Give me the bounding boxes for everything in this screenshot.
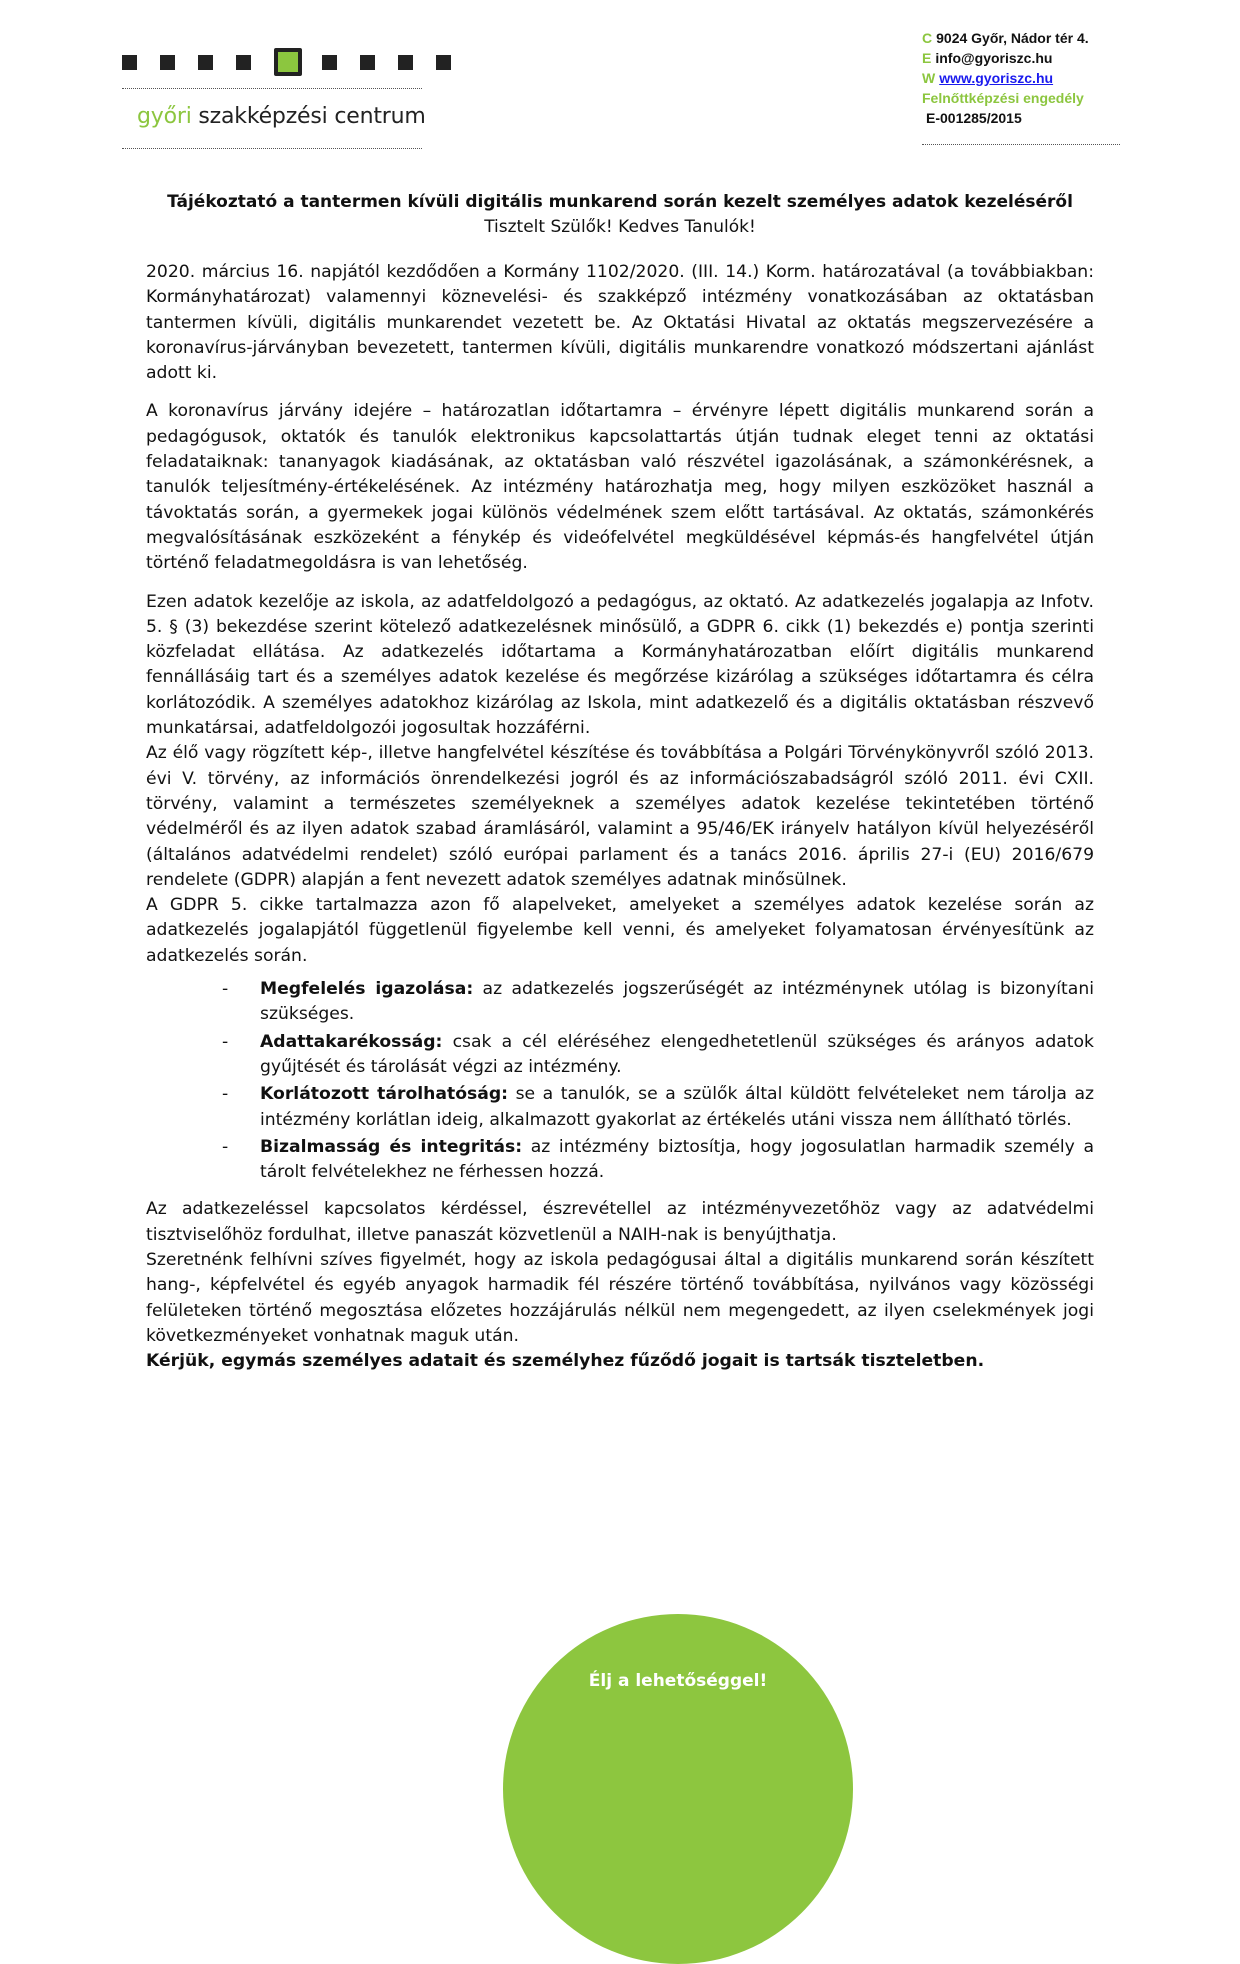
logo-divider — [122, 148, 422, 149]
contact-address — [922, 28, 1222, 48]
logo-square — [160, 55, 175, 70]
list-item-text: csak a cél eléréséhez elengedhetetlenül szükséges és arányos adatok gyűjtését és tárolását végzi az intézmény. — [260, 1031, 1094, 1077]
paragraph-3: Ezen adatok kezelője az iskola, az adatfeldolgozó a pedagógus, az oktató. Az adatkezelés jogalapja az Infotv. 5. § (3) bekezdése szerint kötelező adatkezelésnek minősülő, a GDPR 6. cikk (1) bekezdés e) pontja szerinti közfeladat ellátása. Az adatkezelés időtartama a Kormányhatározatban előírt digitális munkarend fennállásáig tart és a személyes adatok kezelése és megőrzése kizárólag a szükséges időtartamra és célra korlátozódik. A személyes adatokhoz kizárólag az Iskola, mint adatkezelő és a digitális oktatásban részvevő munkatársai, adatfeldolgozói jogosultak hozzáférni. — [146, 591, 1094, 739]
paragraph-7: Szeretnénk felhívni szíves figyelmét, hogy az iskola pedagógusai által a digitális munkarend során készített hang-, képfelvétel és egyéb anyagok harmadik fél részére történő továbbítása, nyilvános vagy közösségi felületeken történő megosztása előzetes hozzájárulás nélkül nem megengedett, az ilyen cselekmények jogi következményeket vonhatnak maguk után. — [146, 1249, 1094, 1346]
contact-block — [922, 28, 1222, 128]
logo-square — [198, 55, 213, 70]
logo-square — [122, 55, 137, 70]
list-item — [146, 977, 1094, 1028]
email-prefix: E — [922, 50, 932, 66]
contact-email — [922, 48, 1222, 68]
paragraph-2: A koronavírus járvány idejére – határozatlan időtartamra – érvényre lépett digitális munkarend során a pedagógusok, oktatók és tanulók elektronikus kapcsolattartás útján tudnak eleget tenni az oktatási feladataiknak: tananyagok kiadásának, az oktatásban való részvétel igazolásának, a számonkérésnek, a tanulók teljesítmény-értékelésének. Az intézmény határozhatja meg, hogy milyen eszközöket használ a távoktatás során, a gyermekek jogai különös védelmének szem előtt tartásával. Az oktatás, számonkérés megvalósításának eszközeként a fénykép és videófelvétel megküldésével képmás-és hangfelvétel útján történő feladatmegoldásra is van lehetőség. — [146, 401, 1094, 574]
address-prefix: C — [922, 30, 933, 46]
closing-request-text: Kérjük, egymás személyes adatait és személyhez fűződő jogait is tartsák tiszteletben. — [146, 1351, 985, 1372]
logo-square — [360, 55, 375, 70]
list-dash: - — [222, 1084, 229, 1105]
list-item-term: Megfelelés igazolása: — [260, 979, 474, 1000]
contact-web — [922, 68, 1222, 88]
logo-divider — [122, 88, 422, 89]
license-number: E-001285/2015 — [926, 110, 1022, 126]
document-body — [146, 260, 1094, 1374]
logo-highlight-square — [274, 48, 302, 76]
list-dash: - — [222, 1136, 229, 1157]
list-dash: - — [222, 1031, 229, 1052]
logo-wordmark-part2: szakképzési centrum — [198, 104, 426, 129]
paragraph-1: 2020. március 16. napjától kezdődően a Kormány 1102/2020. (III. 14.) Korm. határozatával (a továbbiakban: Kormányhatározat) valamennyi köznevelési- és szakképző intézmény vonatkozásában az oktatásban tantermen kívüli, digitális munkarendet vezetett be. Az Oktatási Hivatal az oktatás megszervezésére a koronavírus-járványban bevezetett, tantermen kívüli, digitális munkarendre vonatkozó módszertani ajánlást adott ki. — [146, 262, 1094, 384]
list-dash: - — [222, 979, 229, 1000]
logo-squares — [122, 48, 451, 76]
paragraph-4: Az élő vagy rögzített kép-, illetve hangfelvétel készítése és továbbítása a Polgári Törvénykönyvről szóló 2013. évi V. törvény, az információs önrendelkezési jogról és az információszabadságról szóló 2011. évi CXII. törvény, valamint a természetes személyeknek a személyes adatok kezelése tekintetében történő védelméről és az ilyen adatok szabad áramlásáról, valamint a 95/46/EK irányelv hatályon kívül helyezéséről (általános adatvédelmi rendelet) szóló európai parlament és a tanács 2016. április 27-i (EU) 2016/679 rendelete (GDPR) alapján a fent nevezett adatok személyes adatnak minősülnek. — [146, 743, 1094, 890]
email-text[interactable]: info@gyoriszc.hu — [935, 50, 1053, 66]
list-item-term: Adattakarékosság: — [260, 1031, 443, 1052]
document-title: Tájékoztató a tantermen kívüli digitális munkarend során kezelt személyes adatok kezeléséről — [167, 192, 1073, 212]
list-item — [146, 1082, 1094, 1133]
list-item — [146, 1030, 1094, 1081]
logo-square — [398, 55, 413, 70]
address-text: 9024 Győr, Nádor tér 4. — [936, 30, 1089, 46]
list-item — [146, 1135, 1094, 1186]
footer-arc — [503, 1614, 853, 1964]
list-item-text: se a tanulók, se a szülők által küldött felvételeket nem tárolja az intézmény korlátlan ideig, alkalmazott gyakorlat az értékelés utáni vissza nem állítható törlés. — [260, 1084, 1094, 1130]
footer-slogan: Élj a lehetőséggel! — [588, 1671, 768, 1691]
list-item-text: az intézmény biztosítja, hogy jogosulatlan harmadik személy a tárolt felvételekhez ne férhessen hozzá. — [260, 1136, 1094, 1183]
list-item-term: Bizalmasság és integritás: — [260, 1136, 523, 1157]
principles-list — [146, 977, 1094, 1185]
contact-divider — [922, 144, 1120, 145]
license-label: Felnőttképzési engedély — [922, 90, 1084, 106]
logo-wordmark-part1: győri — [137, 104, 192, 129]
logo-square — [436, 55, 451, 70]
paragraph-6: Az adatkezeléssel kapcsolatos kérdéssel, észrevétellel az intézményvezetőhöz vagy az adatvédelmi tisztviselőhöz fordulhat, illetve panaszát közvetlenül a NAIH-nak is benyújthatja. — [146, 1199, 1094, 1245]
paragraph-5: A GDPR 5. cikke tartalmazza azon fő alapelveket, amelyeket a személyes adatok kezelése során az adatkezelés jogalapjától függetlenül figyelembe kell venni, és amelyeket folyamatosan érvényesítünk az adatkezelés során. — [146, 895, 1094, 966]
closing-request — [146, 1349, 1094, 1374]
web-prefix: W — [922, 70, 936, 86]
logo — [122, 40, 432, 160]
logo-square — [236, 55, 251, 70]
website-link[interactable]: www.gyoriszc.hu — [939, 70, 1054, 86]
greeting: Tisztelt Szülők! Kedves Tanulók! — [484, 217, 756, 237]
list-item-term: Korlátozott tárolhatóság: — [260, 1084, 509, 1105]
logo-wordmark — [137, 104, 426, 129]
logo-square — [322, 55, 337, 70]
list-item-text: az adatkezelés jogszerűségét az intézménynek utólag is bizonyítani szükséges. — [260, 979, 1094, 1025]
